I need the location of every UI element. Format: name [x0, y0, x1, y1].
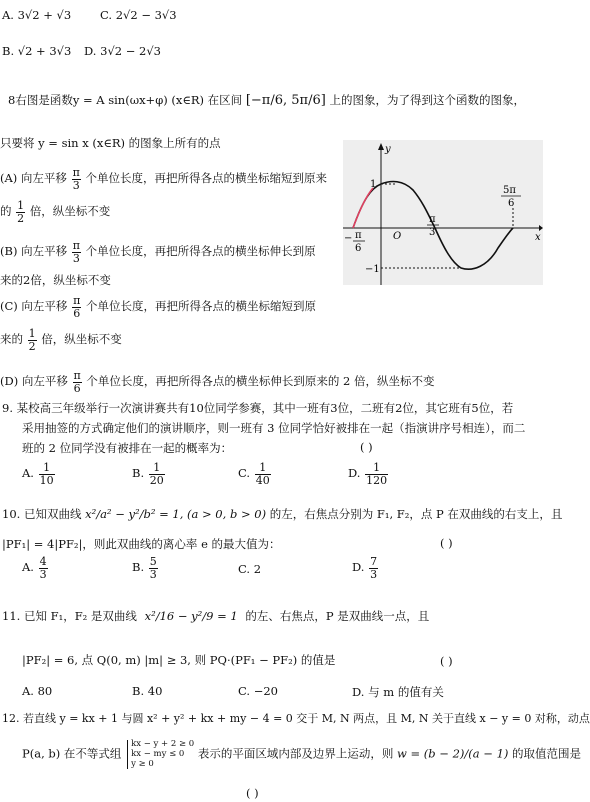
q9-answer-paren: ( ) [360, 440, 373, 454]
q9-option-c: C. $\frac{1}{40}$ [238, 461, 270, 487]
q9-line2: 采用抽签的方式确定他们的演讲顺序，则一班有 3 位同学恰好被排在一起（指演讲序号相连），而二 [22, 421, 526, 435]
neg-six: 6 [355, 243, 362, 254]
x-axis-arrow [539, 225, 543, 231]
q8-stem-line1: 8右图是函数y = A sin(ωx+φ) (x∈R) 在区间 [−π/6, 5π/6] 上的图象，为了得到这个函数的图象， [8, 93, 525, 108]
q8-interval: [−π/6, 5π/6] [245, 93, 326, 108]
q10-line2: |PF₁| = 4|PF₂|，则此双曲线的离心率 e 的最大值为： [2, 537, 281, 551]
prev-option-d: D. 3√2 − 2√3 [84, 44, 161, 58]
prev-option-b: B. √2 + 3√3 [2, 44, 72, 58]
q9-line3: 班的 2 位同学没有被排在一起的概率为： [22, 441, 233, 455]
prev-option-c: C. 2√2 − 3√3 [100, 8, 177, 22]
q10-line1: 10. 已知双曲线 x²/a² − y²/b² = 1, (a > 0, b > 0) 的左，右焦点分别为 F₁, F₂，点 P 在双曲线的右支上，且 [2, 507, 563, 521]
tick-one: 1 [370, 179, 377, 190]
third-three: 3 [429, 227, 436, 238]
neg-pi: π [355, 230, 362, 241]
third-pi: π [429, 214, 436, 225]
q9-option-a: A. $\frac{1}{10}$ [22, 461, 54, 487]
q11-option-b: B. 40 [132, 684, 163, 698]
q8-option-b-line2: 来的2倍，纵坐标不变 [0, 273, 111, 287]
q8-option-d-line1: (D) 向左平移 $\frac{\pi}{6}$ 个单位长度，再把所得各点的横坐标伸长到原来的 2 倍，纵坐标不变 [0, 369, 435, 395]
q12-line2: P(a, b) 在不等式组 kx − y + 2 ≥ 0 kx − my ≤ 0 y ≥ 0 表示的平面区域内部及边界上运动，则 w = (b − 2)/(a − 1) 的取值范围是 [22, 739, 582, 769]
q8-option-a-line1: (A) 向左平移 $\frac{\pi}{3}$ 个单位长度，再把所得各点的横坐标缩短到原来 [0, 166, 327, 192]
y-axis-label: y [385, 144, 391, 155]
q8-stem-line2: 只要将 y = sin x (x∈R) 的图象上所有的点 [0, 136, 221, 150]
q10-option-d: D. $\frac{7}{3}$ [352, 555, 378, 581]
q11-line2: |PF₂| = 6, 点 Q(0, m) |m| ≥ 3, 则 PQ·(PF₁ − PF₂) 的值是 [22, 653, 336, 667]
x-axis-label: x [535, 232, 541, 243]
q11-option-d: D. 与 m 的值有关 [352, 685, 444, 699]
q8-option-c-line2: 来的 $\frac{1}{2}$ 倍，纵坐标不变 [0, 327, 122, 353]
q8-option-b-line1: (B) 向左平移 $\frac{\pi}{3}$ 个单位长度，再把所得各点的横坐标伸长到原 [0, 239, 316, 265]
q12-answer-paren: ( ) [246, 786, 259, 800]
five-pi: 5π [503, 185, 516, 196]
y-axis-arrow [378, 143, 384, 150]
q10-hyperbola-eq: x²/a² − y²/b² = 1, (a > 0, b > 0) [85, 507, 267, 521]
q11-line1: 11. 已知 F₁，F₂ 是双曲线 x²/16 − y²/9 = 1 的左、右焦点，P 是双曲线一点，且 [2, 609, 430, 623]
origin-label: O [393, 231, 402, 242]
q11-option-c: C. −20 [238, 684, 278, 698]
q10-option-c: C. 2 [238, 562, 262, 576]
sine-graph-svg [343, 140, 543, 285]
q10-answer-paren: ( ) [440, 536, 453, 550]
prev-option-a: A. 3√2 + √3 [2, 8, 72, 22]
q10-option-a: A. $\frac{4}{3}$ [22, 555, 47, 581]
neg-sign: − [344, 233, 353, 244]
q11-option-a: A. 80 [22, 684, 53, 698]
q12-w-expression: w = (b − 2)/(a − 1) [397, 746, 509, 761]
five-six: 6 [508, 198, 515, 209]
q9-option-b: B. $\frac{1}{20}$ [132, 461, 164, 487]
q11-answer-paren: ( ) [440, 654, 453, 668]
q9-option-d: D. $\frac{1}{120}$ [348, 461, 388, 487]
q8-option-a-line2: 的 $\frac{1}{2}$ 倍，纵坐标不变 [0, 199, 111, 225]
q8-option-c-line1: (C) 向左平移 $\frac{\pi}{6}$ 个单位长度，再把所得各点的横坐标缩短到原 [0, 294, 316, 320]
q10-option-b: B. $\frac{5}{3}$ [132, 555, 157, 581]
q11-hyperbola-eq: x²/16 − y²/9 = 1 [144, 609, 238, 623]
q12-line1: 12. 若直线 y = kx + 1 与圆 x² + y² + kx + my − 4 = 0 交于 M, N 两点，且 M, N 关于直线 x − y = 0 对称，动点 [2, 712, 590, 725]
tick-minus-one: −1 [365, 264, 380, 275]
sine-graph [343, 140, 543, 285]
q12-inequality-system: kx − y + 2 ≥ 0 kx − my ≤ 0 y ≥ 0 [127, 740, 194, 769]
q9-line1: 9. 某校高三年级举行一次演讲赛共有10位同学参赛，其中一班有3位，二班有2位，其它班有5位，若 [2, 401, 514, 415]
